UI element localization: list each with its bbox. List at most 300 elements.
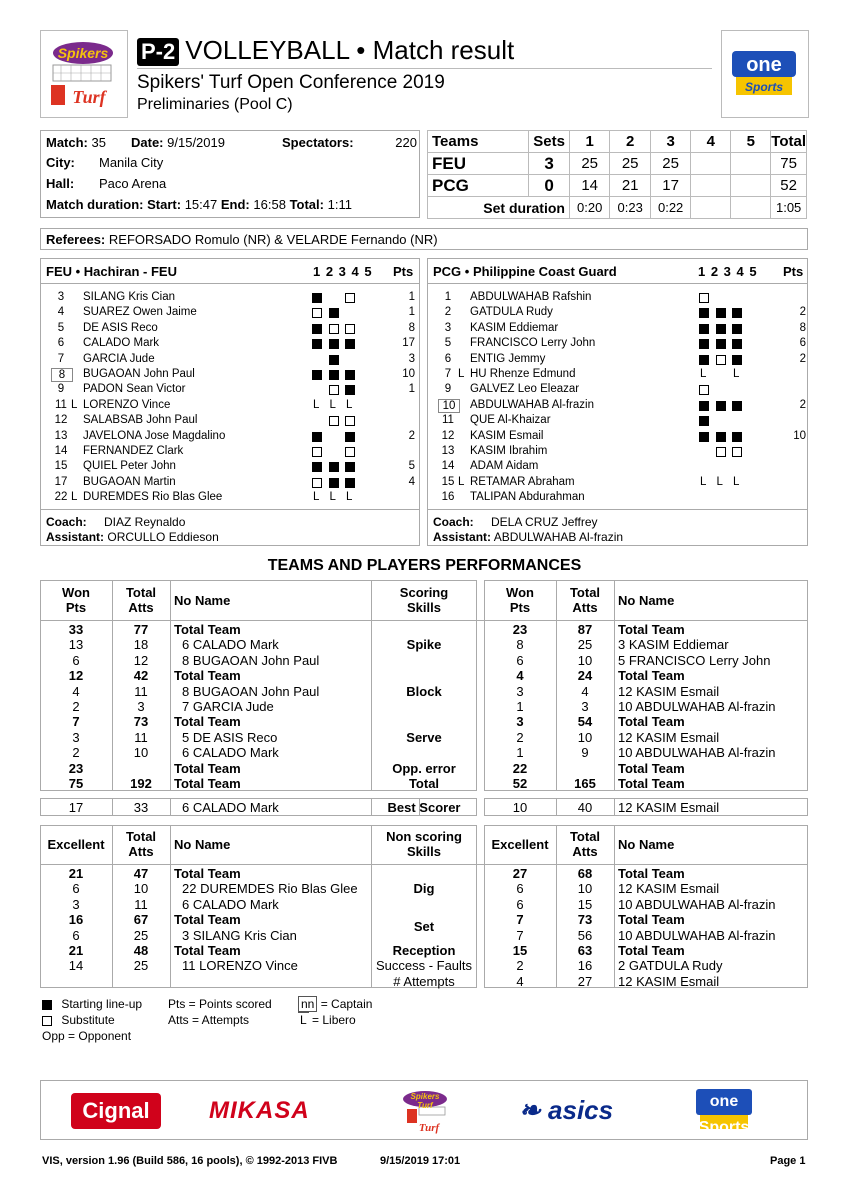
- hdr-noname: No Name: [174, 593, 231, 608]
- starting-square-icon: [345, 385, 355, 395]
- player-name: FRANCISCO Lerry John: [470, 337, 596, 350]
- team-a-atts: 12: [133, 652, 149, 668]
- player-name: JAVELONA Jose Magdalino: [83, 429, 226, 442]
- skill-label: Total: [408, 776, 440, 791]
- player-row: [41, 459, 419, 474]
- team-a-set-cols: 1 2 3 4 5: [313, 264, 372, 279]
- libero-mark: L: [329, 398, 336, 411]
- player-number: 8: [51, 368, 73, 382]
- page-code: P-2: [137, 38, 179, 66]
- team-a-value: 3: [72, 896, 80, 912]
- player-row: [428, 352, 807, 367]
- team-b-title: PCG • Philippine Coast Guard: [433, 264, 617, 279]
- hdr-text: Atts: [572, 844, 598, 859]
- starting-square-icon: [699, 324, 709, 334]
- libero-mark: L: [700, 368, 707, 380]
- team-b-atts: 15: [577, 896, 593, 912]
- player-row: [428, 398, 807, 413]
- hdr-text: Pts: [65, 600, 87, 615]
- sub-square-icon: [329, 416, 339, 426]
- team-a-pts-label: Pts: [393, 264, 414, 279]
- best-a-atts: 33: [133, 800, 149, 815]
- hdr-total: [556, 829, 614, 859]
- header-divider: [137, 68, 712, 69]
- libero-sample: L: [300, 1013, 307, 1027]
- team-a-atts: 192: [130, 776, 152, 791]
- divider: [41, 283, 419, 284]
- team-a-player: Total Team: [174, 622, 241, 637]
- starting-square-icon: [716, 432, 726, 442]
- team-a-player: Total Team: [174, 714, 241, 730]
- starting-square-icon: [732, 432, 742, 442]
- sb-set-score: 17: [650, 175, 690, 197]
- team-b-player: 5 FRANCISCO Lerry John: [618, 652, 771, 668]
- player-row: [428, 305, 807, 320]
- sub-square-icon: [699, 385, 709, 395]
- divider: [428, 283, 807, 284]
- player-number: 12: [441, 429, 455, 442]
- performance-title: TEAMS AND PLAYERS PERFORMANCES: [267, 557, 582, 574]
- team-b-atts: 24: [577, 668, 593, 684]
- skill-label: Serve: [406, 729, 442, 745]
- starting-square-icon: [312, 339, 322, 349]
- sb-duration: 0:20: [569, 197, 609, 219]
- player-row: [428, 429, 807, 444]
- best-a-player: 6 CALADO Mark: [182, 800, 279, 815]
- skill-label: # Attempts: [393, 973, 455, 989]
- team-b-value: 2: [516, 958, 524, 974]
- team-b-value: 4: [516, 668, 524, 684]
- team-b-atts: 25: [577, 637, 593, 653]
- team-b-roster: [428, 290, 807, 506]
- svg-text:Turf: Turf: [418, 1122, 440, 1134]
- captain-sample: nn: [298, 996, 317, 1012]
- asics-stripes-icon: ❧: [519, 1095, 541, 1125]
- starting-square-icon: [699, 416, 709, 426]
- legend-opp: Opp = Opponent: [42, 1029, 132, 1043]
- legend-starting: Starting line-up: [61, 997, 143, 1011]
- team-a-player: 6 CALADO Mark: [182, 637, 279, 653]
- player-number: 2: [444, 306, 452, 319]
- coach-name: DIAZ Reynaldo: [104, 515, 186, 529]
- referees-names: REFORSADO Romulo (NR) & VELARDE Fernando (NR): [108, 232, 438, 247]
- team-a-player: 6 CALADO Mark: [182, 745, 279, 761]
- player-row: [41, 352, 419, 367]
- team-b-value: 3: [516, 714, 524, 730]
- hdr-won: [484, 585, 556, 615]
- hall-value: Paco Arena: [99, 176, 167, 191]
- hdr-text: Total: [569, 585, 601, 600]
- end-time: 16:58: [253, 197, 286, 212]
- sub-square-icon: [345, 293, 355, 303]
- svg-text:Turf: Turf: [72, 87, 106, 107]
- team-a-player: 7 GARCIA Jude: [182, 699, 274, 714]
- team-a-value: 2: [72, 699, 80, 714]
- player-number: 5: [57, 321, 65, 334]
- player-name: KASIM Eddiemar: [470, 321, 559, 334]
- player-name: BUGAOAN Martin: [83, 475, 176, 488]
- team-b-player: Total Team: [618, 943, 685, 958]
- player-points: 2: [799, 398, 806, 411]
- team-a-atts: 3: [137, 699, 145, 714]
- player-points: 8: [799, 321, 806, 334]
- team-b-atts: 87: [577, 622, 593, 637]
- team-b-player: Total Team: [618, 776, 685, 791]
- starting-square-icon: [699, 308, 709, 318]
- player-number: 11: [55, 398, 67, 411]
- team-b-value: 1: [516, 745, 524, 761]
- team-a-value: 16: [68, 912, 84, 928]
- page-title: [137, 35, 514, 66]
- skill-label: Dig: [413, 881, 435, 897]
- skill-label: Set: [413, 919, 435, 935]
- player-row: [428, 413, 807, 428]
- player-points: 2: [799, 352, 806, 365]
- team-b-player: 10 ABDULWAHAB Al-frazin: [618, 927, 776, 943]
- sub-square-icon: [312, 447, 322, 457]
- player-row: [41, 490, 419, 505]
- city-label: City:: [46, 155, 75, 170]
- cignal-text: Cignal: [82, 1098, 150, 1123]
- player-number: 12: [54, 414, 68, 427]
- player-number: 10: [438, 399, 460, 413]
- sb-team-name: PCG: [428, 175, 529, 197]
- team-a-atts: 10: [133, 745, 149, 761]
- player-name: ENTIG Jemmy: [470, 352, 546, 365]
- starting-square-icon: [42, 1000, 52, 1010]
- legend-sub: Substitute: [61, 1013, 115, 1027]
- starting-square-icon: [312, 324, 322, 334]
- hdr-text: Non scoring: [386, 829, 462, 844]
- starting-square-icon: [329, 478, 339, 488]
- best-b-player: 12 KASIM Esmail: [618, 800, 720, 815]
- libero-flag: L: [458, 368, 465, 380]
- player-number: 22: [54, 491, 68, 504]
- match-number: 35: [91, 135, 106, 150]
- col-line: [170, 580, 171, 791]
- libero-mark: L: [733, 475, 740, 488]
- sb-row-feu: [428, 153, 807, 175]
- hdr-text: Atts: [128, 844, 154, 859]
- starting-square-icon: [732, 308, 742, 318]
- player-number: 15: [441, 475, 455, 488]
- libero-flag: L: [71, 491, 78, 504]
- libero-mark: L: [313, 398, 320, 411]
- row-line: [40, 864, 808, 865]
- libero-mark: L: [313, 491, 320, 504]
- team-a-atts: 11: [134, 896, 148, 912]
- player-name: ABDULWAHAB Al-frazin: [470, 398, 594, 411]
- player-name: BUGAOAN John Paul: [83, 368, 195, 380]
- sb-header-set2: 2: [610, 131, 650, 153]
- player-name: GATDULA Rudy: [470, 306, 553, 319]
- skill-label: Success - Faults: [375, 958, 473, 974]
- start-time: 15:47: [184, 197, 218, 212]
- best-b-won: 10: [512, 800, 528, 815]
- divider: [428, 509, 807, 510]
- team-b-value: 22: [512, 760, 528, 776]
- col-line: [614, 798, 615, 816]
- team-a-title: FEU • Hachiran - FEU: [46, 264, 177, 279]
- player-points: 1: [408, 306, 415, 319]
- row-line: [40, 620, 808, 621]
- hdr-text: Total: [125, 829, 157, 844]
- coach-label: Coach:: [46, 515, 87, 529]
- starting-square-icon: [699, 355, 709, 365]
- hdr-total: [112, 829, 170, 859]
- team-a-player: 22 DUREMDES Rio Blas Glee: [182, 881, 358, 897]
- match-duration: [46, 197, 352, 212]
- sub-square-icon: [345, 324, 355, 334]
- team-b-player: 12 KASIM Esmail: [618, 729, 720, 745]
- player-points: 3: [408, 352, 415, 365]
- sb-set-score: 21: [610, 175, 650, 197]
- hdr-total: [556, 585, 614, 615]
- team-a-atts: 48: [133, 943, 149, 958]
- sb-team-name: FEU: [428, 153, 529, 175]
- player-name: LORENZO Vince: [83, 398, 171, 411]
- one-sports-text: one Sports: [696, 1089, 752, 1115]
- sb-total-points: 75: [771, 153, 807, 175]
- player-row: [41, 321, 419, 336]
- legend-atts: Atts = Attempts: [168, 1013, 250, 1027]
- team-a-atts: 10: [133, 881, 149, 897]
- player-number: 1: [444, 291, 452, 303]
- hdr-excellent: Excellent: [491, 837, 549, 852]
- team-b-player: 12 KASIM Esmail: [618, 881, 720, 897]
- player-name: QUIEL Peter John: [83, 460, 176, 473]
- team-b-atts: 54: [577, 714, 593, 730]
- team-a-value: 6: [72, 652, 80, 668]
- team-b-value: 15: [512, 943, 528, 958]
- player-row: [41, 305, 419, 320]
- city-value: Manila City: [99, 155, 164, 170]
- spectators-count: 220: [395, 135, 417, 150]
- team-b-set-cols: 1 2 3 4 5: [698, 264, 757, 279]
- team-b-player: Total Team: [618, 668, 685, 684]
- sub-square-icon: [732, 447, 742, 457]
- player-name: GALVEZ Leo Eleazar: [470, 383, 580, 396]
- total-time: 1:11: [327, 197, 352, 212]
- team-a-value: 33: [68, 622, 84, 637]
- hdr-noname: No Name: [618, 593, 675, 608]
- team-b-value: 6: [516, 896, 524, 912]
- hdr-won: [40, 585, 112, 615]
- hdr-nonscoring-skills: [371, 829, 477, 859]
- sb-header-teams: Teams: [428, 131, 529, 153]
- player-row: [428, 382, 807, 397]
- player-name: QUE Al-Khaizar: [470, 414, 551, 427]
- player-row: [428, 367, 807, 382]
- match-date: 9/15/2019: [167, 135, 225, 150]
- team-a-value: 21: [68, 866, 84, 881]
- team-b-atts: 10: [577, 881, 593, 897]
- starting-square-icon: [716, 324, 726, 334]
- libero-mark: L: [346, 491, 353, 504]
- team-a-value: 75: [68, 776, 84, 791]
- one-sports-logo: [721, 30, 809, 118]
- legend-col2: [168, 996, 272, 1028]
- player-row: [41, 398, 419, 413]
- team-b-value: 1: [516, 699, 524, 714]
- team-a-value: 6: [72, 927, 80, 943]
- svg-text:Spikers: Spikers: [57, 45, 109, 61]
- skill-label: Spike: [406, 637, 442, 653]
- team-b-player: 10 ABDULWAHAB Al-frazin: [618, 896, 776, 912]
- team-b-player: Total Team: [618, 760, 685, 776]
- team-a-player: Total Team: [174, 943, 241, 958]
- team-a-value: 7: [72, 714, 80, 730]
- player-number: 7: [444, 368, 452, 380]
- legend: [42, 996, 142, 1044]
- team-b-value: 6: [516, 881, 524, 897]
- starting-square-icon: [329, 339, 339, 349]
- scoreboard: [427, 130, 807, 219]
- legend-captain: = Captain: [320, 997, 373, 1011]
- sub-square-icon: [329, 324, 339, 334]
- player-row: [41, 444, 419, 459]
- player-name: TALIPAN Abdurahman: [470, 491, 585, 504]
- player-name: RETAMAR Abraham: [470, 475, 575, 488]
- team-b-atts: 165: [574, 776, 596, 791]
- libero-mark: L: [346, 398, 353, 411]
- hdr-text: Atts: [572, 600, 598, 615]
- best-b-atts: 40: [577, 800, 593, 815]
- spikers-turf-logo: [40, 30, 128, 118]
- sponsors-bar: [40, 1080, 808, 1140]
- player-row: [41, 429, 419, 444]
- sb-header-set3: 3: [650, 131, 690, 153]
- starting-square-icon: [345, 370, 355, 380]
- starting-square-icon: [732, 355, 742, 365]
- team-a-atts: 67: [133, 912, 149, 928]
- footer-page: Page 1: [770, 1155, 806, 1167]
- team-b-player: Total Team: [618, 912, 685, 928]
- skill-label: Block: [406, 683, 442, 699]
- svg-text:one: one: [746, 54, 782, 76]
- sb-duration: 0:22: [650, 197, 690, 219]
- player-points: 10: [402, 368, 415, 380]
- player-row: [428, 321, 807, 336]
- team-b-value: 7: [516, 912, 524, 928]
- starting-square-icon: [345, 462, 355, 472]
- team-a-value: 13: [68, 637, 84, 653]
- hdr-noname: No Name: [618, 837, 675, 852]
- player-points: 17: [402, 337, 415, 350]
- starting-square-icon: [312, 293, 322, 303]
- title-text: VOLLEYBALL • Match result: [185, 35, 515, 65]
- legend-col3: [298, 996, 372, 1028]
- col-line: [614, 580, 615, 791]
- sub-square-icon: [699, 293, 709, 303]
- match-info-panel: [40, 130, 420, 218]
- player-points: 5: [408, 460, 415, 473]
- team-b-atts: 68: [577, 866, 593, 881]
- sb-duration-label: Set duration: [428, 197, 570, 219]
- player-name: SALABSAB John Paul: [83, 414, 198, 427]
- cignal-logo: [71, 1093, 161, 1129]
- sb-sets-won: 3: [529, 153, 570, 175]
- team-a-player: Total Team: [174, 866, 241, 881]
- team-a-player: 3 SILANG Kris Cian: [182, 927, 297, 943]
- player-number: 16: [441, 491, 455, 504]
- team-b-value: 4: [516, 973, 524, 989]
- team-a-value: 6: [72, 881, 80, 897]
- player-number: 13: [54, 429, 68, 442]
- sb-duration: [731, 197, 771, 219]
- best-a-won: 17: [68, 800, 84, 815]
- team-a-player: 11 LORENZO Vince: [182, 958, 298, 974]
- duration-label: Match duration:: [46, 197, 144, 212]
- starting-square-icon: [732, 339, 742, 349]
- sub-square-icon: [345, 447, 355, 457]
- team-b-pts-label: Pts: [783, 264, 804, 279]
- team-a-atts: 73: [133, 714, 149, 730]
- sb-header-set4: 4: [691, 131, 731, 153]
- hdr-text: Pts: [509, 600, 531, 615]
- libero-mark: L: [329, 491, 336, 504]
- player-number: 3: [444, 321, 452, 334]
- team-a-player: Total Team: [174, 760, 241, 776]
- player-points: 4: [408, 475, 415, 488]
- legend-pts: Pts = Points scored: [168, 997, 272, 1011]
- spikers-turf-text: Spikers Turf: [410, 1092, 440, 1110]
- starting-square-icon: [329, 370, 339, 380]
- team-b-atts: 4: [581, 683, 589, 699]
- player-name: GARCIA Jude: [83, 352, 155, 365]
- team-a-player: 8 BUGAOAN John Paul: [182, 652, 320, 668]
- assistant-name: ABDULWAHAB Al-frazin: [493, 530, 624, 544]
- starting-square-icon: [312, 462, 322, 472]
- player-name: PADON Sean Victor: [83, 383, 186, 396]
- player-points: 8: [408, 321, 415, 334]
- referees-label: Referees:: [46, 232, 106, 247]
- team-b-atts: 27: [577, 973, 593, 989]
- spectators-label: Spectators:: [282, 135, 354, 150]
- player-number: 9: [444, 383, 452, 396]
- player-name: DUREMDES Rio Blas Glee: [83, 491, 223, 504]
- sb-row-durations: [428, 197, 807, 219]
- player-row: [428, 444, 807, 459]
- starting-square-icon: [312, 432, 322, 442]
- player-points: 1: [408, 291, 415, 303]
- sb-set-score: [691, 153, 731, 175]
- player-number: 9: [57, 383, 65, 396]
- player-number: 17: [54, 475, 68, 488]
- coach-label: Coach:: [433, 515, 474, 529]
- team-b-value: 7: [516, 927, 524, 943]
- sb-set-score: 14: [569, 175, 609, 197]
- starting-square-icon: [716, 339, 726, 349]
- player-name: SILANG Kris Cian: [83, 291, 176, 303]
- player-name: KASIM Ibrahim: [470, 445, 548, 457]
- asics-text: asics: [548, 1095, 614, 1125]
- player-points: 1: [408, 383, 415, 396]
- team-b-value: 6: [516, 652, 524, 668]
- team-b-player: 12 KASIM Esmail: [618, 973, 720, 989]
- sb-header-set5: 5: [731, 131, 771, 153]
- sb-header-set1: 1: [569, 131, 609, 153]
- team-b-value: 52: [512, 776, 528, 791]
- player-number: 5: [444, 337, 452, 350]
- player-row: [41, 290, 419, 305]
- starting-square-icon: [716, 308, 726, 318]
- footer-timestamp: 9/15/2019 17:01: [380, 1155, 461, 1167]
- team-a-player: 8 BUGAOAN John Paul: [182, 683, 320, 699]
- sb-set-score: [691, 175, 731, 197]
- team-a-player: 5 DE ASIS Reco: [182, 729, 278, 745]
- total-label: Total:: [289, 197, 324, 212]
